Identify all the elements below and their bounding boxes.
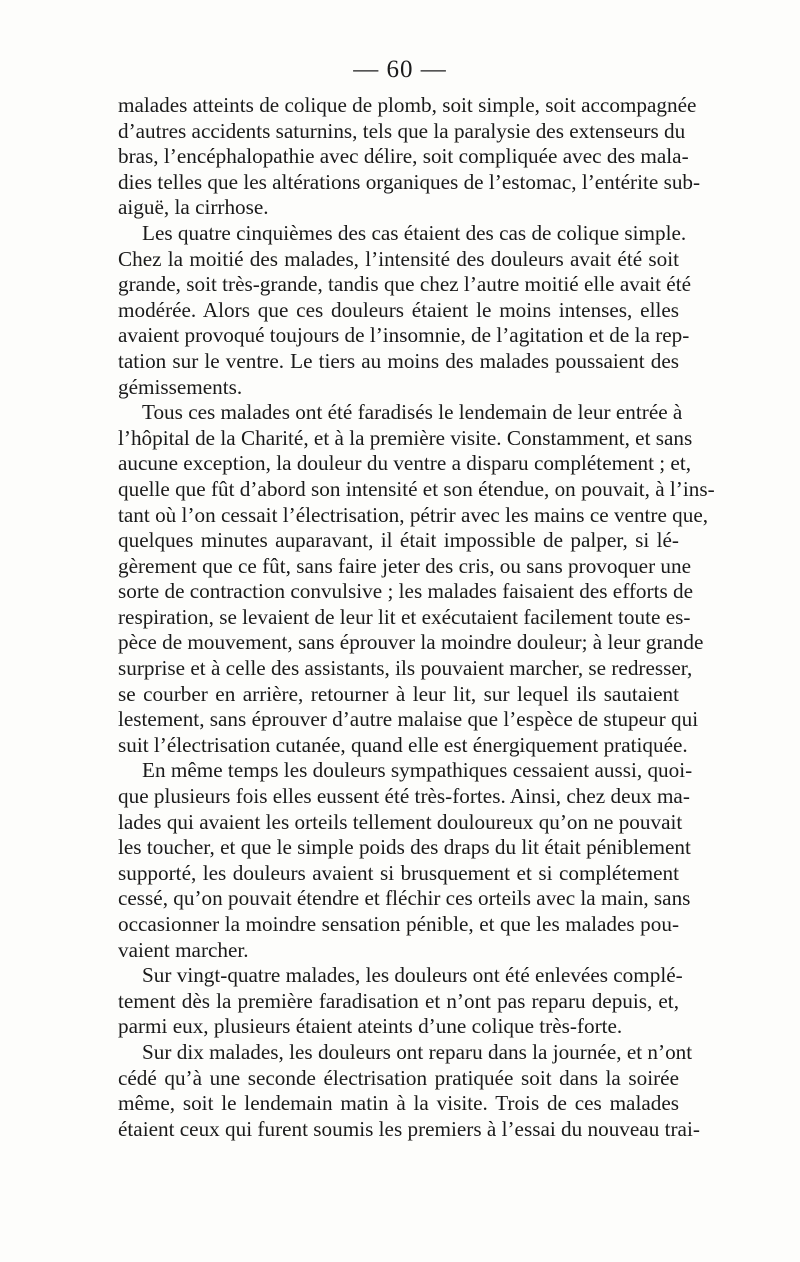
- text-line: Tous ces malades ont été faradisés le lendemain de leur entrée à: [142, 400, 683, 425]
- body-text: [118, 93, 715, 1142]
- text-line: tation sur le ventre. Le tiers au moins des malades poussaient des: [118, 348, 679, 373]
- text-line: tant où l’on cessait l’électrisation, pétrir avec les mains ce ventre que,: [118, 502, 709, 527]
- page-number: — 60 —: [353, 56, 447, 83]
- text-line: se courber en arrière, retourner à leur lit, sur lequel ils sautaient: [118, 681, 679, 706]
- text-line: suit l’électrisation cutanée, quand elle est énergiquement pratiquée.: [118, 732, 688, 757]
- text-line: occasionner la moindre sensation pénible, et que les malades pou-: [118, 912, 679, 936]
- text-line: que plusieurs fois elles eussent été très-fortes. Ainsi, chez deux ma-: [118, 784, 690, 809]
- text-line: cessé, qu’on pouvait étendre et fléchir ces orteils avec la main, sans: [118, 886, 691, 911]
- paragraph: [118, 758, 693, 963]
- text-line: sorte de contraction convulsive ; les malades faisaient des efforts de: [118, 579, 694, 604]
- text-line: aucune exception, la douleur du ventre a disparu complétement ; et,: [118, 451, 692, 476]
- text-line: les toucher, et que le simple poids des draps du lit était péniblement: [118, 835, 691, 860]
- text-line: malades atteints de colique de plomb, soit simple, soit accompagnée: [118, 93, 697, 117]
- text-line: Sur dix malades, les douleurs ont reparu dans la journée, et n’ont: [142, 1039, 693, 1064]
- text-line: lades qui avaient les orteils tellement douloureux qu’on ne pouvait: [118, 809, 683, 834]
- text-line: avaient provoqué toujours de l’insomnie, de l’agitation et de la rep-: [118, 323, 690, 348]
- text-line: grande, soit très-grande, tandis que chez l’autre moitié elle avait été: [118, 272, 691, 297]
- text-line: l’hôpital de la Charité, et à la première visite. Constamment, et sans: [118, 425, 693, 450]
- text-line: quelques minutes auparavant, il était impossible de palper, si lé-: [118, 528, 679, 553]
- text-line: gémissements.: [118, 374, 243, 399]
- text-line: Chez la moitié des malades, l’intensité des douleurs avait été soit: [118, 246, 679, 271]
- text-line: supporté, les douleurs avaient si brusquement et si complétement: [118, 860, 679, 885]
- text-line: vaient marcher.: [118, 937, 249, 962]
- paragraph: [118, 400, 715, 758]
- text-line: pèce de mouvement, sans éprouver la moindre douleur; à leur grande: [118, 630, 704, 655]
- text-line: même, soit le lendemain matin à la visite. Trois de ces malades: [118, 1091, 679, 1116]
- text-line: lestement, sans éprouver d’autre malaise que l’espèce de stupeur qui: [118, 707, 699, 732]
- text-line: modérée. Alors que ces douleurs étaient le moins intenses, elles: [118, 297, 679, 322]
- paragraph: [118, 220, 691, 400]
- text-line: étaient ceux qui furent soumis les premiers à l’essai du nouveau trai-: [118, 1116, 700, 1141]
- text-line: dies telles que les altérations organiques de l’estomac, l’entérite sub-: [118, 169, 701, 194]
- paragraph: [118, 1039, 700, 1142]
- text-line: tement dès la première faradisation et n’ont pas reparu depuis, et,: [118, 988, 679, 1013]
- text-line: d’autres accidents saturnins, tels que la paralysie des extenseurs du: [118, 118, 686, 143]
- text-line: bras, l’encéphalopathie avec délire, soit compliquée avec des mala-: [118, 144, 689, 169]
- text-line: Les quatre cinquièmes des cas étaient des cas de colique simple.: [142, 220, 687, 245]
- text-line: respiration, se levaient de leur lit et exécutaient facilement toute es-: [118, 604, 691, 629]
- text-line: cédé qu’à une seconde électrisation pratiquée soit dans la soirée: [118, 1065, 679, 1090]
- text-line: aiguë, la cirrhose.: [118, 195, 269, 220]
- text-line: En même temps les douleurs sympathiques cessaient aussi, quoi-: [142, 758, 693, 783]
- text-line: surprise et à celle des assistants, ils pouvaient marcher, se redresser,: [118, 656, 693, 681]
- text-line: parmi eux, plusieurs étaient ateints d’une colique très-forte.: [118, 1014, 623, 1039]
- text-line: quelle que fût d’abord son intensité et son étendue, on pouvait, à l’ins-: [118, 476, 715, 501]
- paragraph: [118, 93, 701, 221]
- paragraph: [118, 963, 683, 1040]
- text-line: gèrement que ce fût, sans faire jeter des cris, ou sans provoquer une: [118, 553, 692, 578]
- text-line: Sur vingt-quatre malades, les douleurs ont été enlevées complé-: [142, 963, 683, 988]
